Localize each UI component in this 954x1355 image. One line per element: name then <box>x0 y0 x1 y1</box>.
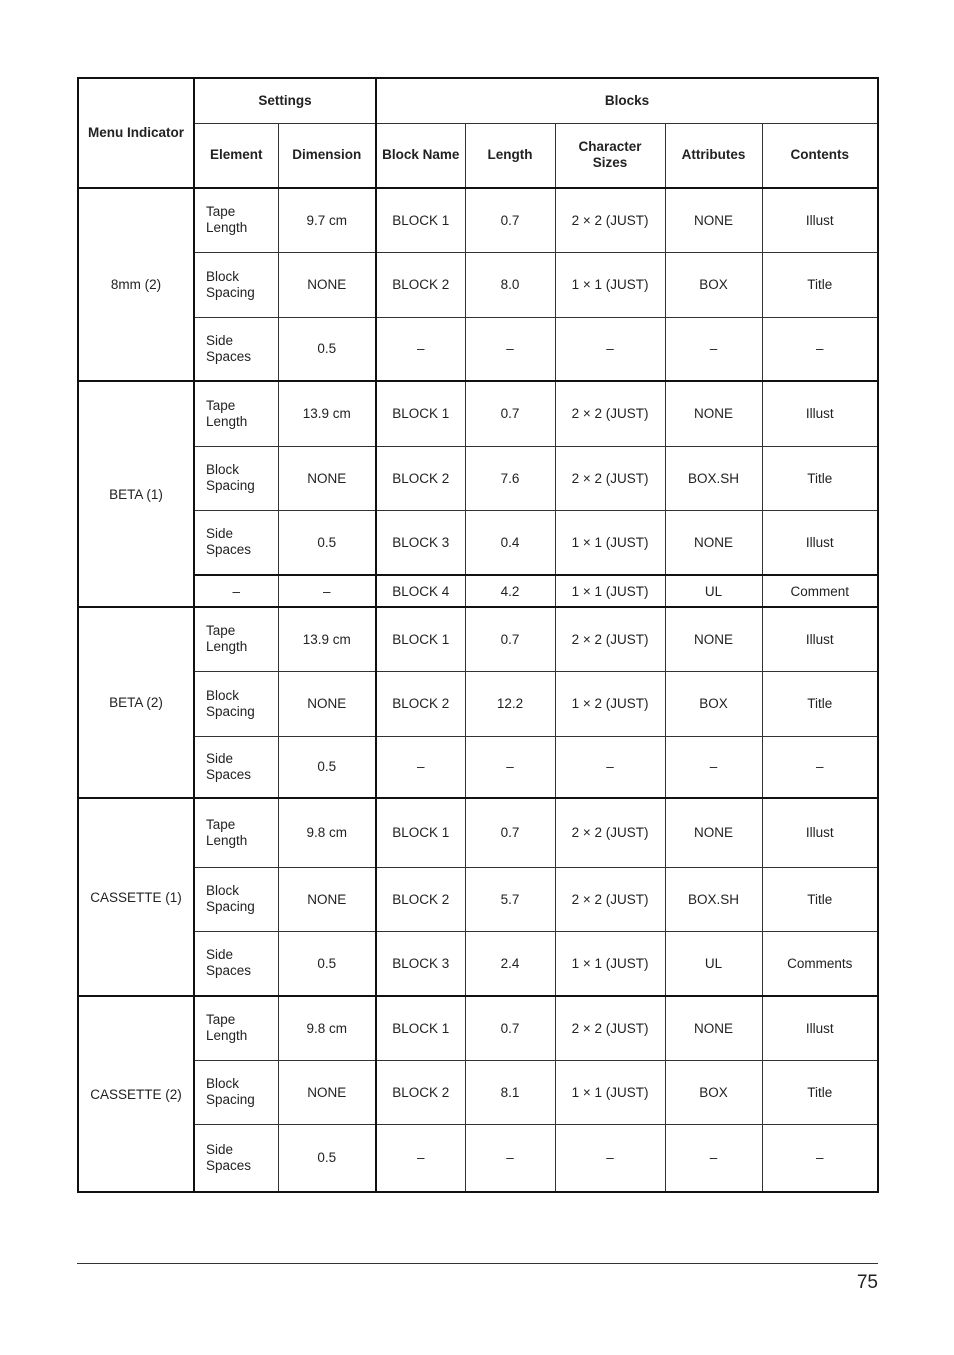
dimension-cell: 0.5 <box>278 317 376 381</box>
dimension-cell: NONE <box>278 446 376 510</box>
contents-cell: – <box>762 736 878 798</box>
block-name-cell: BLOCK 1 <box>376 996 465 1060</box>
table-row <box>78 1124 878 1192</box>
character-size-cell: 1 × 1 (JUST) <box>555 575 665 607</box>
element-cell: Side Spaces <box>194 510 278 575</box>
block-name-cell: – <box>376 1124 465 1192</box>
contents-cell: Title <box>762 671 878 736</box>
contents-cell: Illust <box>762 607 878 671</box>
header-menu-indicator: Menu Indicator <box>78 78 194 188</box>
attributes-cell: BOX.SH <box>665 867 762 931</box>
table-row <box>78 736 878 798</box>
length-cell: 0.7 <box>465 381 555 446</box>
character-size-cell: – <box>555 1124 665 1192</box>
footer-divider <box>77 1263 878 1264</box>
length-cell: 4.2 <box>465 575 555 607</box>
block-name-cell: BLOCK 2 <box>376 671 465 736</box>
dimension-cell: 13.9 cm <box>278 381 376 446</box>
character-size-cell: 1 × 1 (JUST) <box>555 252 665 317</box>
table-row <box>78 446 878 510</box>
character-size-cell: 1 × 1 (JUST) <box>555 1060 665 1124</box>
contents-cell: Comments <box>762 931 878 996</box>
header-blocks: Blocks <box>376 78 878 123</box>
character-size-cell: 1 × 1 (JUST) <box>555 931 665 996</box>
attributes-cell: BOX <box>665 252 762 317</box>
character-size-cell: 2 × 2 (JUST) <box>555 381 665 446</box>
attributes-cell: NONE <box>665 607 762 671</box>
header-settings: Settings <box>194 78 376 123</box>
block-name-cell: – <box>376 317 465 381</box>
block-name-cell: BLOCK 2 <box>376 867 465 931</box>
element-cell: Side Spaces <box>194 931 278 996</box>
element-cell: Block Spacing <box>194 446 278 510</box>
contents-cell: – <box>762 317 878 381</box>
character-size-cell: – <box>555 736 665 798</box>
menu-indicator-cell: CASSETTE (2) <box>78 996 194 1192</box>
length-cell: 0.7 <box>465 188 555 252</box>
table-row <box>78 510 878 575</box>
length-cell: 0.7 <box>465 607 555 671</box>
attributes-cell: – <box>665 317 762 381</box>
element-cell: Side Spaces <box>194 1124 278 1192</box>
length-cell: – <box>465 317 555 381</box>
header-attributes: Attributes <box>665 123 762 188</box>
character-size-cell: 2 × 2 (JUST) <box>555 607 665 671</box>
table-row <box>78 607 878 671</box>
dimension-cell: 13.9 cm <box>278 607 376 671</box>
element-cell: – <box>194 575 278 607</box>
header-element: Element <box>194 123 278 188</box>
attributes-cell: NONE <box>665 381 762 446</box>
contents-cell: – <box>762 1124 878 1192</box>
contents-cell: Illust <box>762 188 878 252</box>
contents-cell: Title <box>762 252 878 317</box>
attributes-cell: NONE <box>665 188 762 252</box>
contents-cell: Title <box>762 867 878 931</box>
length-cell: 8.0 <box>465 252 555 317</box>
length-cell: – <box>465 736 555 798</box>
table-row <box>78 996 878 1060</box>
header-dimension: Dimension <box>278 123 376 188</box>
menu-indicator-cell: BETA (2) <box>78 607 194 798</box>
contents-cell: Comment <box>762 575 878 607</box>
attributes-cell: BOX <box>665 1060 762 1124</box>
table-row <box>78 317 878 381</box>
character-size-cell: 2 × 2 (JUST) <box>555 798 665 867</box>
dimension-cell: – <box>278 575 376 607</box>
table-row <box>78 798 878 867</box>
length-cell: 0.7 <box>465 798 555 867</box>
table-row <box>78 867 878 931</box>
length-cell: 0.7 <box>465 996 555 1060</box>
header-length: Length <box>465 123 555 188</box>
element-cell: Tape Length <box>194 996 278 1060</box>
length-cell: 7.6 <box>465 446 555 510</box>
character-size-cell: 1 × 2 (JUST) <box>555 671 665 736</box>
character-size-cell: 2 × 2 (JUST) <box>555 867 665 931</box>
element-cell: Tape Length <box>194 381 278 446</box>
length-cell: 5.7 <box>465 867 555 931</box>
contents-cell: Illust <box>762 381 878 446</box>
block-name-cell: BLOCK 2 <box>376 446 465 510</box>
contents-cell: Illust <box>762 798 878 867</box>
header-block-name: Block Name <box>376 123 465 188</box>
block-name-cell: BLOCK 3 <box>376 931 465 996</box>
dimension-cell: NONE <box>278 671 376 736</box>
contents-cell: Title <box>762 446 878 510</box>
menu-indicator-cell: BETA (1) <box>78 381 194 607</box>
attributes-cell: BOX <box>665 671 762 736</box>
length-cell: – <box>465 1124 555 1192</box>
settings-table <box>77 77 879 1193</box>
contents-cell: Title <box>762 1060 878 1124</box>
table-row <box>78 188 878 252</box>
attributes-cell: UL <box>665 931 762 996</box>
table-row <box>78 671 878 736</box>
block-name-cell: BLOCK 1 <box>376 188 465 252</box>
length-cell: 8.1 <box>465 1060 555 1124</box>
character-size-cell: – <box>555 317 665 381</box>
block-name-cell: BLOCK 2 <box>376 1060 465 1124</box>
character-size-cell: 2 × 2 (JUST) <box>555 996 665 1060</box>
dimension-cell: 0.5 <box>278 736 376 798</box>
header-character-sizes: Character Sizes <box>555 123 665 188</box>
attributes-cell: – <box>665 736 762 798</box>
length-cell: 12.2 <box>465 671 555 736</box>
attributes-cell: NONE <box>665 798 762 867</box>
menu-indicator-cell: 8mm (2) <box>78 188 194 381</box>
page-number: 75 <box>856 1272 878 1293</box>
dimension-cell: 0.5 <box>278 931 376 996</box>
contents-cell: Illust <box>762 510 878 575</box>
element-cell: Side Spaces <box>194 736 278 798</box>
element-cell: Block Spacing <box>194 867 278 931</box>
block-name-cell: BLOCK 1 <box>376 798 465 867</box>
element-cell: Block Spacing <box>194 1060 278 1124</box>
element-cell: Side Spaces <box>194 317 278 381</box>
table-body <box>78 188 878 1192</box>
character-size-cell: 2 × 2 (JUST) <box>555 446 665 510</box>
dimension-cell: 9.8 cm <box>278 798 376 867</box>
dimension-cell: NONE <box>278 252 376 317</box>
element-cell: Block Spacing <box>194 671 278 736</box>
attributes-cell: UL <box>665 575 762 607</box>
attributes-cell: NONE <box>665 996 762 1060</box>
block-name-cell: BLOCK 1 <box>376 607 465 671</box>
element-cell: Tape Length <box>194 188 278 252</box>
table-row <box>78 575 878 607</box>
table-row <box>78 931 878 996</box>
contents-cell: Illust <box>762 996 878 1060</box>
dimension-cell: 9.8 cm <box>278 996 376 1060</box>
length-cell: 2.4 <box>465 931 555 996</box>
block-name-cell: BLOCK 3 <box>376 510 465 575</box>
block-name-cell: BLOCK 2 <box>376 252 465 317</box>
table-row <box>78 252 878 317</box>
dimension-cell: NONE <box>278 867 376 931</box>
attributes-cell: NONE <box>665 510 762 575</box>
dimension-cell: 0.5 <box>278 1124 376 1192</box>
attributes-cell: BOX.SH <box>665 446 762 510</box>
block-name-cell: BLOCK 4 <box>376 575 465 607</box>
element-cell: Tape Length <box>194 798 278 867</box>
character-size-cell: 2 × 2 (JUST) <box>555 188 665 252</box>
dimension-cell: NONE <box>278 1060 376 1124</box>
header-contents: Contents <box>762 123 878 188</box>
block-name-cell: – <box>376 736 465 798</box>
element-cell: Tape Length <box>194 607 278 671</box>
block-name-cell: BLOCK 1 <box>376 381 465 446</box>
character-size-cell: 1 × 1 (JUST) <box>555 510 665 575</box>
element-cell: Block Spacing <box>194 252 278 317</box>
dimension-cell: 0.5 <box>278 510 376 575</box>
table-row <box>78 381 878 446</box>
dimension-cell: 9.7 cm <box>278 188 376 252</box>
table-row <box>78 1060 878 1124</box>
menu-indicator-cell: CASSETTE (1) <box>78 798 194 996</box>
attributes-cell: – <box>665 1124 762 1192</box>
length-cell: 0.4 <box>465 510 555 575</box>
